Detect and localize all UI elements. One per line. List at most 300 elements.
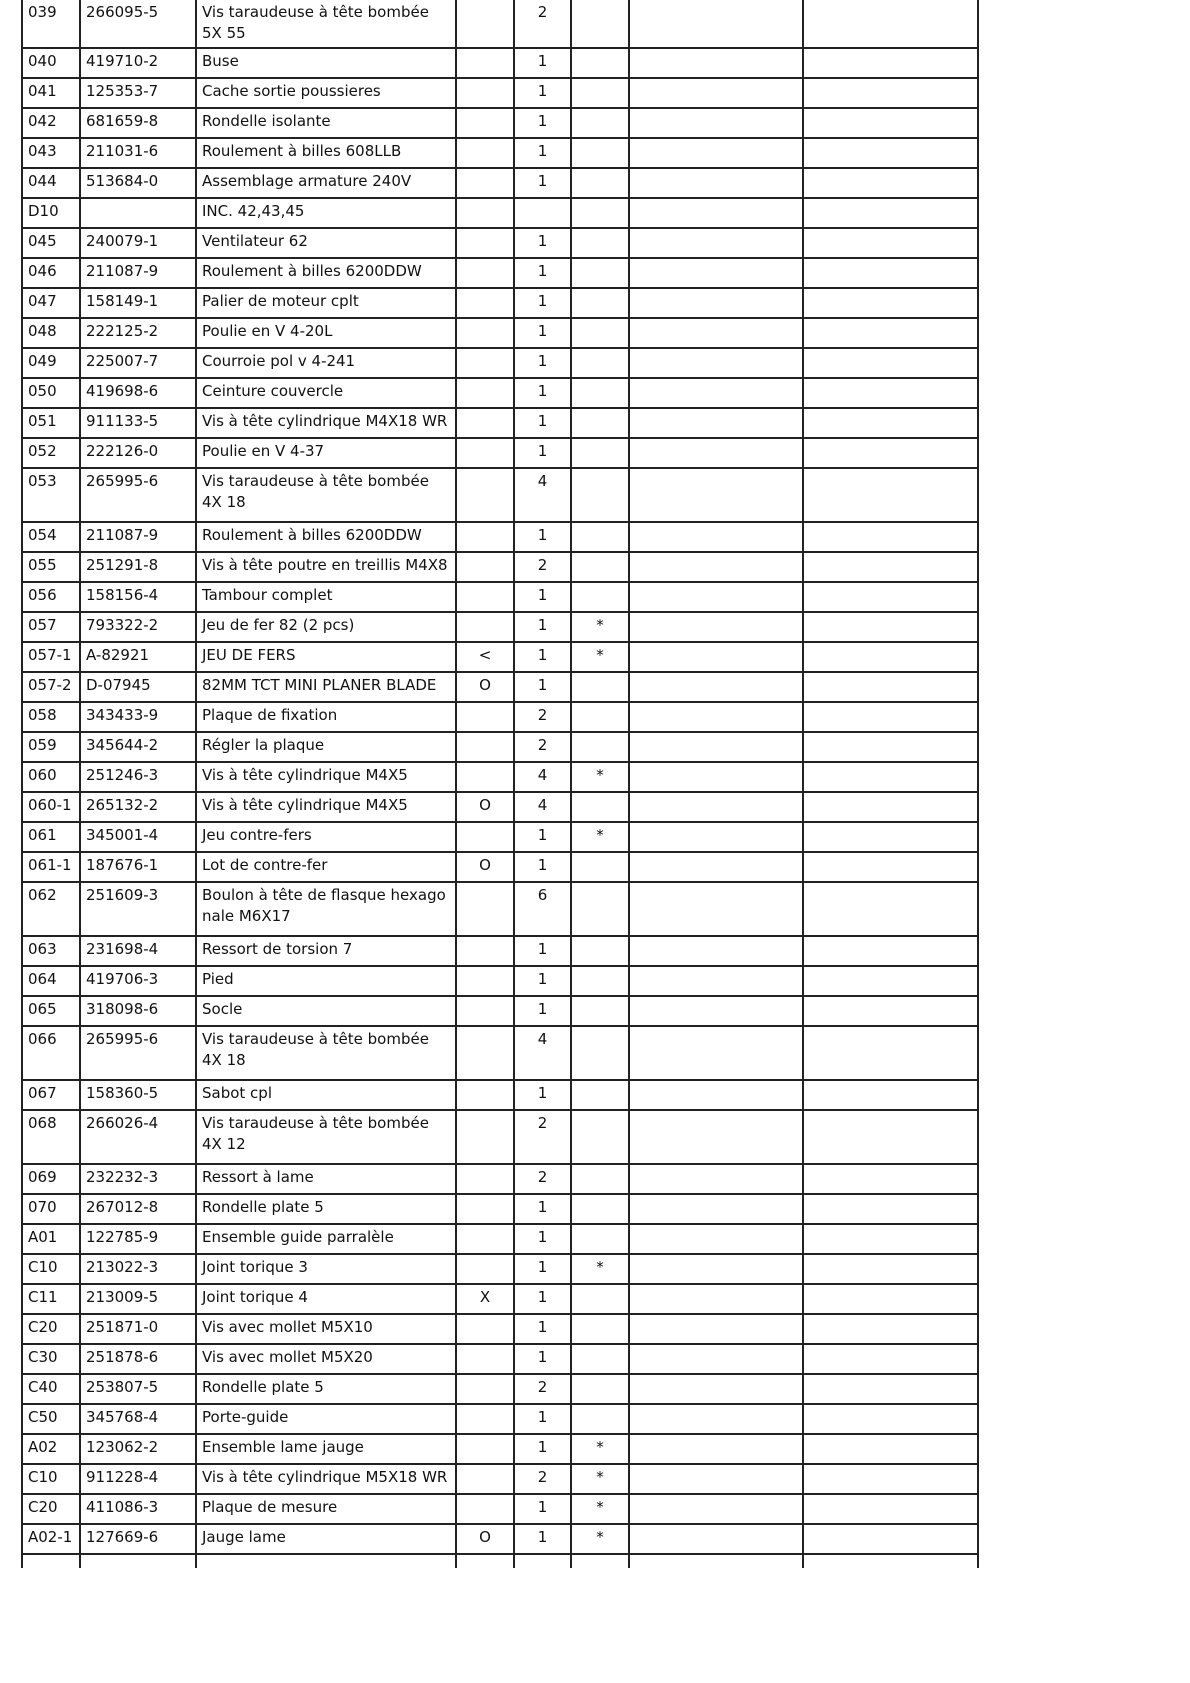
part-quantity: 1 [514, 996, 571, 1026]
item-position: 046 [22, 258, 80, 288]
part-flag: < [456, 642, 514, 672]
empty-cell [629, 1164, 803, 1194]
empty-cell [456, 1554, 514, 1568]
table-row [22, 1434, 978, 1464]
table-row [22, 612, 978, 642]
table-row [22, 438, 978, 468]
part-quantity: 1 [514, 852, 571, 882]
empty-cell [803, 1344, 978, 1374]
part-note [571, 1026, 629, 1080]
part-note [571, 672, 629, 702]
empty-cell [803, 228, 978, 258]
part-note [571, 168, 629, 198]
part-note [571, 468, 629, 522]
item-position: 052 [22, 438, 80, 468]
part-number: 127669-6 [80, 1524, 196, 1554]
part-description: Rondelle plate 5 [196, 1374, 456, 1404]
part-quantity: 2 [514, 702, 571, 732]
part-flag [456, 138, 514, 168]
empty-cell [629, 702, 803, 732]
part-note [571, 792, 629, 822]
part-quantity: 1 [514, 1434, 571, 1464]
part-flag [456, 408, 514, 438]
part-number: 240079-1 [80, 228, 196, 258]
part-description: Lot de contre-fer [196, 852, 456, 882]
item-position: 064 [22, 966, 80, 996]
part-description: Rondelle isolante [196, 108, 456, 138]
part-description: Joint torique 4 [196, 1284, 456, 1314]
part-quantity: 1 [514, 966, 571, 996]
part-quantity: 1 [514, 672, 571, 702]
item-position: 062 [22, 882, 80, 936]
empty-cell [629, 582, 803, 612]
part-quantity: 4 [514, 792, 571, 822]
part-flag [456, 438, 514, 468]
part-description: Vis à tête cylindrique M4X5 [196, 762, 456, 792]
part-number: 265995-6 [80, 1026, 196, 1080]
part-number: 345768-4 [80, 1404, 196, 1434]
part-description: Cache sortie poussieres [196, 78, 456, 108]
item-position: 051 [22, 408, 80, 438]
empty-cell [803, 672, 978, 702]
part-flag [456, 258, 514, 288]
part-number: 911133-5 [80, 408, 196, 438]
empty-cell [629, 1080, 803, 1110]
item-position: 048 [22, 318, 80, 348]
item-position: 050 [22, 378, 80, 408]
item-position: 058 [22, 702, 80, 732]
part-quantity: 1 [514, 228, 571, 258]
item-position: 068 [22, 1110, 80, 1164]
part-flag [456, 108, 514, 138]
part-description: Porte-guide [196, 1404, 456, 1434]
empty-cell [803, 1374, 978, 1404]
table-row [22, 792, 978, 822]
part-note [571, 408, 629, 438]
part-description: Roulement à billes 6200DDW [196, 258, 456, 288]
part-note: * [571, 1254, 629, 1284]
part-quantity: 1 [514, 1284, 571, 1314]
part-number: 267012-8 [80, 1194, 196, 1224]
part-flag [456, 1344, 514, 1374]
part-quantity: 1 [514, 168, 571, 198]
item-position: C20 [22, 1314, 80, 1344]
part-quantity: 2 [514, 0, 571, 48]
item-position: A02 [22, 1434, 80, 1464]
part-note [571, 48, 629, 78]
part-description: Vis avec mollet M5X10 [196, 1314, 456, 1344]
part-description: Jauge lame [196, 1524, 456, 1554]
part-number: 222126-0 [80, 438, 196, 468]
part-description: Assemblage armature 240V [196, 168, 456, 198]
part-description: INC. 42,43,45 [196, 198, 456, 228]
item-position: 057 [22, 612, 80, 642]
table-row [22, 1464, 978, 1494]
empty-cell [629, 882, 803, 936]
empty-cell [629, 468, 803, 522]
table-row [22, 1254, 978, 1284]
part-number: 318098-6 [80, 996, 196, 1026]
table-row [22, 168, 978, 198]
empty-cell [803, 1224, 978, 1254]
part-quantity: 4 [514, 762, 571, 792]
part-description: Vis avec mollet M5X20 [196, 1344, 456, 1374]
part-note [571, 318, 629, 348]
part-number: 122785-9 [80, 1224, 196, 1254]
empty-cell [629, 642, 803, 672]
part-flag [456, 1464, 514, 1494]
part-number: 222125-2 [80, 318, 196, 348]
item-position: C30 [22, 1344, 80, 1374]
empty-cell [629, 1434, 803, 1464]
part-note [571, 1194, 629, 1224]
part-flag [456, 1254, 514, 1284]
part-number: 513684-0 [80, 168, 196, 198]
part-quantity: 1 [514, 1404, 571, 1434]
part-description: Régler la plaque [196, 732, 456, 762]
part-flag [456, 882, 514, 936]
part-note [571, 996, 629, 1026]
part-quantity: 2 [514, 1164, 571, 1194]
part-number: 251871-0 [80, 1314, 196, 1344]
part-quantity: 1 [514, 522, 571, 552]
item-position: A02-1 [22, 1524, 80, 1554]
part-flag [456, 966, 514, 996]
part-quantity: 2 [514, 1464, 571, 1494]
part-quantity: 2 [514, 1110, 571, 1164]
empty-cell [629, 672, 803, 702]
empty-cell [629, 1404, 803, 1434]
part-flag [456, 732, 514, 762]
empty-cell [803, 1494, 978, 1524]
part-quantity: 1 [514, 612, 571, 642]
table-row [22, 198, 978, 228]
part-description: Sabot cpl [196, 1080, 456, 1110]
empty-cell [803, 198, 978, 228]
item-position: 044 [22, 168, 80, 198]
part-description: Ensemble lame jauge [196, 1434, 456, 1464]
part-description: Vis à tête cylindrique M4X18 WR [196, 408, 456, 438]
empty-cell [629, 1524, 803, 1554]
part-description: Rondelle plate 5 [196, 1194, 456, 1224]
item-position: 054 [22, 522, 80, 552]
item-position: 061 [22, 822, 80, 852]
table-row [22, 468, 978, 522]
table-row [22, 348, 978, 378]
part-note [571, 936, 629, 966]
part-note [571, 1344, 629, 1374]
part-note [571, 378, 629, 408]
part-quantity: 2 [514, 1374, 571, 1404]
empty-cell [803, 1164, 978, 1194]
part-quantity: 1 [514, 408, 571, 438]
empty-cell [629, 48, 803, 78]
empty-cell [629, 318, 803, 348]
part-description: Roulement à billes 6200DDW [196, 522, 456, 552]
part-description: Joint torique 3 [196, 1254, 456, 1284]
part-quantity: 1 [514, 348, 571, 378]
item-position: C50 [22, 1404, 80, 1434]
table-row [22, 1080, 978, 1110]
empty-cell [803, 1434, 978, 1464]
empty-cell [803, 438, 978, 468]
empty-cell [629, 288, 803, 318]
empty-cell [803, 1110, 978, 1164]
item-position: 061-1 [22, 852, 80, 882]
part-note: * [571, 1494, 629, 1524]
part-quantity: 1 [514, 138, 571, 168]
item-position: C10 [22, 1254, 80, 1284]
item-position: 045 [22, 228, 80, 258]
part-number: 411086-3 [80, 1494, 196, 1524]
part-note [571, 288, 629, 318]
empty-cell [80, 1554, 196, 1568]
item-position: 047 [22, 288, 80, 318]
table-row [22, 522, 978, 552]
item-position: 067 [22, 1080, 80, 1110]
empty-cell [803, 966, 978, 996]
empty-cell [803, 168, 978, 198]
item-position: 039 [22, 0, 80, 48]
empty-cell [629, 966, 803, 996]
empty-cell [629, 1554, 803, 1568]
part-note [571, 1110, 629, 1164]
empty-cell [803, 408, 978, 438]
empty-cell [803, 732, 978, 762]
table-row [22, 0, 978, 48]
empty-cell [629, 378, 803, 408]
part-number: 251291-8 [80, 552, 196, 582]
table-row [22, 1194, 978, 1224]
part-number: 211031-6 [80, 138, 196, 168]
item-position: 057-1 [22, 642, 80, 672]
part-number: 911228-4 [80, 1464, 196, 1494]
empty-cell [629, 762, 803, 792]
part-note [571, 852, 629, 882]
part-quantity: 1 [514, 48, 571, 78]
empty-cell [803, 348, 978, 378]
part-quantity: 1 [514, 288, 571, 318]
empty-cell [629, 1494, 803, 1524]
part-quantity: 1 [514, 318, 571, 348]
part-quantity: 1 [514, 1254, 571, 1284]
item-position: 059 [22, 732, 80, 762]
table-row [22, 822, 978, 852]
table-row [22, 672, 978, 702]
part-flag [456, 1314, 514, 1344]
item-position: 043 [22, 138, 80, 168]
part-quantity: 1 [514, 1194, 571, 1224]
part-flag [456, 1224, 514, 1254]
part-number: 345001-4 [80, 822, 196, 852]
part-number: 232232-3 [80, 1164, 196, 1194]
item-position: 053 [22, 468, 80, 522]
empty-cell [629, 408, 803, 438]
part-number: 158149-1 [80, 288, 196, 318]
part-quantity: 1 [514, 1080, 571, 1110]
empty-cell [803, 612, 978, 642]
empty-cell [803, 288, 978, 318]
part-flag: O [456, 792, 514, 822]
table-row [22, 936, 978, 966]
part-flag [456, 168, 514, 198]
part-note [571, 1374, 629, 1404]
part-flag [456, 702, 514, 732]
part-number: 266026-4 [80, 1110, 196, 1164]
empty-cell [629, 168, 803, 198]
item-position: C20 [22, 1494, 80, 1524]
part-quantity: 4 [514, 468, 571, 522]
empty-cell [514, 1554, 571, 1568]
part-flag [456, 1164, 514, 1194]
item-position: 070 [22, 1194, 80, 1224]
table-row [22, 1164, 978, 1194]
part-note [571, 1080, 629, 1110]
part-flag [456, 468, 514, 522]
empty-cell [803, 936, 978, 966]
table-row [22, 78, 978, 108]
part-description: Tambour complet [196, 582, 456, 612]
part-description: Roulement à billes 608LLB [196, 138, 456, 168]
empty-cell [803, 78, 978, 108]
item-position: 066 [22, 1026, 80, 1080]
item-position: C11 [22, 1284, 80, 1314]
part-quantity: 1 [514, 78, 571, 108]
part-description: Courroie pol v 4-241 [196, 348, 456, 378]
part-flag [456, 288, 514, 318]
part-quantity: 1 [514, 1494, 571, 1524]
part-description: Poulie en V 4-20L [196, 318, 456, 348]
part-note [571, 522, 629, 552]
part-description: JEU DE FERS [196, 642, 456, 672]
item-position: 060-1 [22, 792, 80, 822]
empty-cell [803, 522, 978, 552]
empty-cell [629, 1224, 803, 1254]
item-position: 041 [22, 78, 80, 108]
item-position: 049 [22, 348, 80, 378]
item-position: 060 [22, 762, 80, 792]
part-description: Pied [196, 966, 456, 996]
part-note [571, 348, 629, 378]
part-number: 187676-1 [80, 852, 196, 882]
part-quantity: 1 [514, 1314, 571, 1344]
empty-cell [22, 1554, 80, 1568]
part-description: Poulie en V 4-37 [196, 438, 456, 468]
empty-cell [803, 138, 978, 168]
empty-cell [803, 48, 978, 78]
item-position: D10 [22, 198, 80, 228]
table-row [22, 108, 978, 138]
part-number: 343433-9 [80, 702, 196, 732]
item-position: C40 [22, 1374, 80, 1404]
part-quantity: 4 [514, 1026, 571, 1080]
part-flag [456, 1494, 514, 1524]
part-number: 123062-2 [80, 1434, 196, 1464]
part-description: 82MM TCT MINI PLANER BLADE [196, 672, 456, 702]
empty-cell [629, 732, 803, 762]
table-row [22, 138, 978, 168]
table-row [22, 1314, 978, 1344]
table-row [22, 408, 978, 438]
table-row [22, 48, 978, 78]
part-note: * [571, 1434, 629, 1464]
empty-cell [803, 1080, 978, 1110]
part-number: D-07945 [80, 672, 196, 702]
part-flag [456, 822, 514, 852]
empty-cell [803, 1254, 978, 1284]
empty-cell [196, 1554, 456, 1568]
table-row [22, 318, 978, 348]
table-row [22, 762, 978, 792]
empty-cell [571, 1554, 629, 1568]
table-row [22, 258, 978, 288]
part-description: Vis taraudeuse à tête bombée 4X 18 [196, 468, 456, 522]
part-note [571, 882, 629, 936]
table-row [22, 642, 978, 672]
part-note: * [571, 822, 629, 852]
part-number: 211087-9 [80, 522, 196, 552]
part-number: 251878-6 [80, 1344, 196, 1374]
item-position: 063 [22, 936, 80, 966]
part-note [571, 198, 629, 228]
part-note [571, 138, 629, 168]
table-row [22, 288, 978, 318]
empty-cell [629, 228, 803, 258]
parts-table-body [22, 0, 978, 1568]
part-quantity: 1 [514, 258, 571, 288]
empty-cell [629, 552, 803, 582]
part-number: 251246-3 [80, 762, 196, 792]
item-position: 040 [22, 48, 80, 78]
part-number: A-82921 [80, 642, 196, 672]
part-description: Vis à tête cylindrique M5X18 WR [196, 1464, 456, 1494]
empty-cell [629, 822, 803, 852]
empty-cell [803, 996, 978, 1026]
table-row [22, 1110, 978, 1164]
part-flag [456, 1374, 514, 1404]
part-note [571, 1404, 629, 1434]
part-number: 265132-2 [80, 792, 196, 822]
part-note [571, 966, 629, 996]
part-quantity: 6 [514, 882, 571, 936]
empty-cell [803, 1554, 978, 1568]
part-note: * [571, 642, 629, 672]
part-note [571, 258, 629, 288]
item-position: 069 [22, 1164, 80, 1194]
item-position: 056 [22, 582, 80, 612]
part-description: Jeu de fer 82 (2 pcs) [196, 612, 456, 642]
part-description: Vis taraudeuse à tête bombée 5X 55 [196, 0, 456, 48]
part-flag [456, 348, 514, 378]
part-number: 251609-3 [80, 882, 196, 936]
part-note [571, 732, 629, 762]
part-quantity: 1 [514, 378, 571, 408]
part-number: 158360-5 [80, 1080, 196, 1110]
part-note: * [571, 762, 629, 792]
part-note [571, 0, 629, 48]
table-row [22, 996, 978, 1026]
part-flag [456, 318, 514, 348]
part-number: 253807-5 [80, 1374, 196, 1404]
empty-cell [629, 258, 803, 288]
empty-cell [803, 378, 978, 408]
table-row [22, 552, 978, 582]
empty-cell [803, 1464, 978, 1494]
part-note [571, 1284, 629, 1314]
empty-cell [803, 1314, 978, 1344]
part-description: Vis taraudeuse à tête bombée 4X 12 [196, 1110, 456, 1164]
part-description: Boulon à tête de flasque hexago nale M6X17 [196, 882, 456, 936]
